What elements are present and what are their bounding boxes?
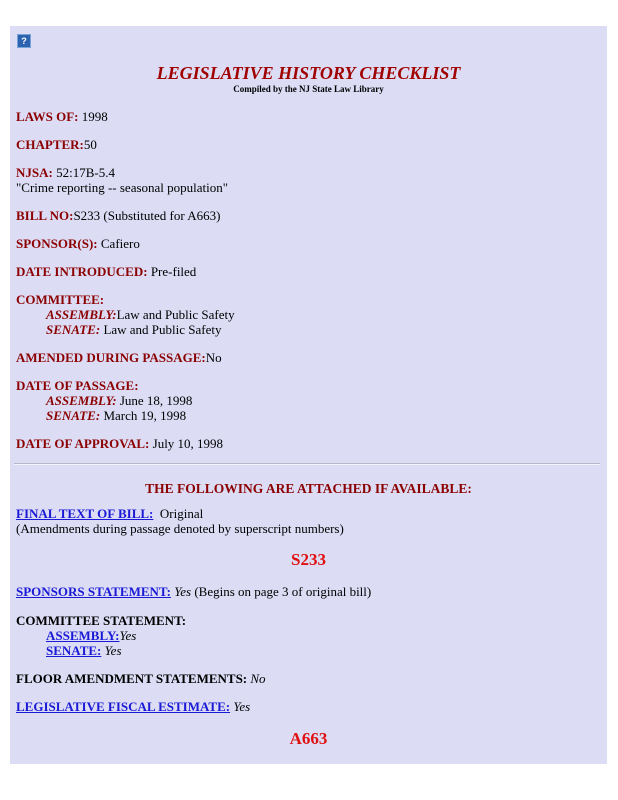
bill-no-row — [16, 208, 220, 223]
chapter-value: 50 — [83, 137, 97, 152]
sponsors-value: Cafiero — [100, 236, 140, 251]
date-of-passage-row — [16, 378, 192, 423]
passage-assembly-value: June 18, 1998 — [119, 393, 193, 408]
floor-amendment-row — [16, 671, 266, 686]
floor-amendment-value: No — [250, 671, 266, 686]
committee-senate-value: Law and Public Safety — [103, 322, 222, 337]
sponsors-row — [16, 236, 140, 251]
laws-of-value: 1998 — [81, 109, 108, 124]
bill-no-label: BILL NO: — [16, 208, 74, 223]
attachments-heading: THE FOLLOWING ARE ATTACHED IF AVAILABLE: — [145, 481, 472, 496]
help-icon[interactable]: ? — [17, 34, 31, 48]
committee-statement-label: COMMITTEE STATEMENT: — [16, 613, 187, 628]
chapter-label: CHAPTER: — [16, 137, 84, 152]
njsa-row — [16, 165, 228, 195]
sponsors-statement-note: (Begins on page 3 of original bill) — [194, 584, 372, 599]
final-text-value: Original — [159, 506, 204, 521]
date-introduced-row — [16, 264, 196, 279]
passage-senate-label: SENATE: — [46, 408, 101, 423]
njsa-value: 52:17B-5.4 — [56, 165, 115, 180]
amended-label: AMENDED DURING PASSAGE: — [16, 350, 206, 365]
final-text-note: (Amendments during passage denoted by superscript numbers) — [16, 521, 344, 536]
date-introduced-label: DATE INTRODUCED: — [16, 264, 148, 279]
amended-value: No — [205, 350, 222, 365]
chapter-row — [16, 137, 97, 152]
njsa-label: NJSA: — [16, 165, 53, 180]
fiscal-estimate-link[interactable]: LEGISLATIVE FISCAL ESTIMATE: — [16, 699, 231, 714]
passage-assembly-label: ASSEMBLY: — [46, 393, 117, 408]
committee-assembly-label: ASSEMBLY: — [46, 307, 117, 322]
committee-statement-assembly-value: Yes — [119, 628, 137, 643]
sponsors-statement-value: Yes — [174, 584, 192, 599]
njsa-description: "Crime reporting -- seasonal population" — [16, 180, 229, 195]
date-of-approval-value: July 10, 1998 — [152, 436, 224, 451]
committee-statement-assembly-link[interactable]: ASSEMBLY: — [46, 628, 120, 643]
section-divider — [14, 463, 600, 465]
bill-s-heading: S233 — [291, 550, 326, 569]
amended-row — [16, 350, 222, 365]
page-title: LEGISLATIVE HISTORY CHECKLIST — [156, 63, 461, 83]
committee-label: COMMITTEE: — [16, 292, 105, 307]
date-of-approval-label: DATE OF APPROVAL: — [16, 436, 150, 451]
final-text-row — [16, 506, 344, 536]
committee-row — [16, 292, 235, 337]
bill-no-value: S233 (Substituted for A663) — [73, 208, 221, 223]
laws-of-row — [16, 109, 108, 124]
committee-assembly-value: Law and Public Safety — [116, 307, 235, 322]
floor-amendment-label: FLOOR AMENDMENT STATEMENTS: — [16, 671, 248, 686]
date-of-approval-row — [16, 436, 223, 451]
page-subtitle: Compiled by the NJ State Law Library — [233, 84, 384, 94]
checklist-panel — [10, 26, 607, 764]
committee-senate-label: SENATE: — [46, 322, 101, 337]
bill-a-heading: A663 — [289, 729, 328, 748]
committee-statement-row — [16, 613, 186, 658]
committee-statement-senate-value: Yes — [104, 643, 122, 658]
sponsors-statement-row — [16, 584, 371, 599]
fiscal-estimate-value: Yes — [233, 699, 251, 714]
sponsors-label: SPONSOR(S): — [16, 236, 98, 251]
sponsors-statement-link[interactable]: SPONSORS STATEMENT: — [16, 584, 171, 599]
laws-of-label: LAWS OF: — [16, 109, 79, 124]
final-text-link[interactable]: FINAL TEXT OF BILL: — [16, 506, 154, 521]
fiscal-estimate-row — [16, 699, 250, 714]
date-introduced-value: Pre-filed — [150, 264, 197, 279]
passage-senate-value: March 19, 1998 — [103, 408, 187, 423]
date-of-passage-label: DATE OF PASSAGE: — [16, 378, 139, 393]
committee-statement-senate-link[interactable]: SENATE: — [46, 643, 102, 658]
